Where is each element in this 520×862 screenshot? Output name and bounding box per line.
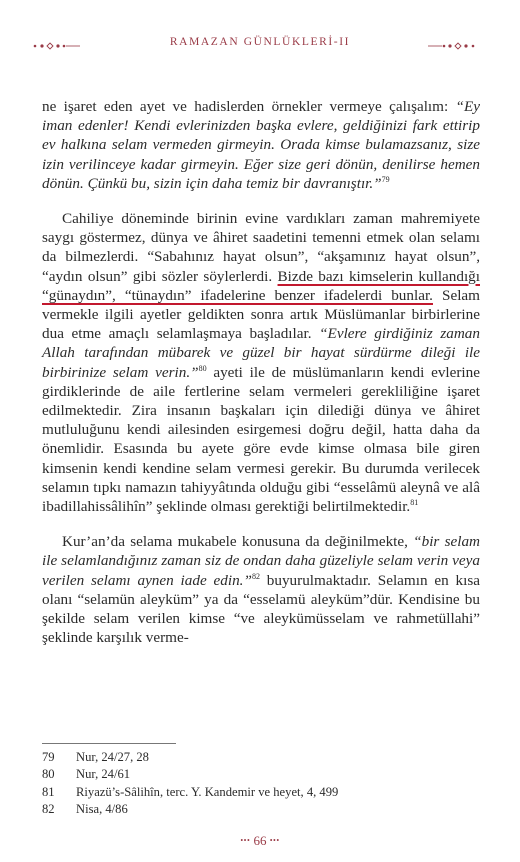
footnote-number: 82 xyxy=(42,802,55,817)
footnote-number: 79 xyxy=(42,750,55,764)
paragraph-3 xyxy=(42,532,480,647)
footnote-number: 81 xyxy=(42,784,55,799)
paragraph-2-part-1: Cahiliye döneminde birinin evine vardıkları zaman mahremiyete saygı göstermez, dünya ve âhiret saadetini temenni etmek olan selamı da bilmezlerdi. “Sabahınız hayat olsun”, “akşamınız hayat olsun”, “aydın olsun” gibi sözler söylerlerdi. xyxy=(42,210,480,285)
footnote-ref-82: 82 xyxy=(251,571,260,581)
page-number-dots-left-icon: ••• xyxy=(240,836,251,845)
footnote-number: 80 xyxy=(42,767,55,782)
paragraph-1-lead: ne işaret eden ayet ve hadislerden örnekler vermeye çalışalım: xyxy=(42,98,456,115)
paragraph-3-part-1: Kur’an’da selama mukabele konusuna da değinilmekte, xyxy=(62,533,414,551)
footnote-item xyxy=(42,801,472,818)
paragraph-2-part-3: ayeti ile de müslümanların kendi evlerine girdiklerinde de aile fertlerine selam vermeleri gerekliliğine işaret edilmektedir. Zira insanın başkaları için dilediği dünya ve âhiret mutluluğunu kendi ailesinden esirgemesi doğru değil, hatta daha da önemlidir. Esasında bu ayete göre evde kimse olmasa bile giren kimsenin kendi kendine selam vermesi gerekir. Bu durumda verilecek selamın tıpkı namazın tahiyyâtında olduğu gibi “esselâmü aleynâ ve alâ ibadillahissâlihîn” şeklinde olması gerektiği belirtilmektedir. xyxy=(42,363,480,516)
footnote-text: Nur, 24/27, 28 xyxy=(76,750,149,764)
footnote-divider xyxy=(42,743,176,744)
footnotes xyxy=(42,749,472,819)
main-text xyxy=(42,97,480,647)
paragraph-2 xyxy=(42,209,480,516)
footnote-ref-81: 81 xyxy=(410,498,419,507)
footnote-text: Riyazü’s-Sâlihîn, terc. Y. Kandemir ve heyet, 4, 499 xyxy=(76,784,339,799)
page-header-title: RAMAZAN GÜNLÜKLERİ-II xyxy=(169,36,351,48)
footnote-text: Nisa, 4/86 xyxy=(76,802,128,817)
paragraph-1 xyxy=(42,97,480,193)
paragraph-2-part-2: Selam vermekle ilgili ayetler geldikten sonra artık Müslümanlar birbirlerine dua etme amaçlı selamlaşmaya başladılar. xyxy=(42,286,480,343)
page-number-dots-right-icon: ••• xyxy=(269,836,280,845)
running-header xyxy=(0,36,520,56)
footnote-ref-79: 79 xyxy=(381,174,390,184)
quote-nur-27: “Ey iman edenler! Kendi evlerinizden başka evlere, geldiğinizi fark ettirip ev halkına selam vermeden girmeyin. Orada kimse bulamazsanız, size izin verilinceye kadar girmeyin. Eğer size geri dönün, denilirse hemen dönün. Çünkü bu, sizin için daha temiz bir davranıştır.” xyxy=(42,98,480,192)
paragraph-3-part-2: buyurulmaktadır. Selamın en kısa olanı “selamün aleyküm” ya da “esselamü aleyküm”dür. Kendisine bu şekilde selam verilen kimse “ve aleykümüsselam ve rahmetüllahi” şeklinde karşılık verme- xyxy=(42,571,480,647)
page-number: 66 xyxy=(253,833,267,848)
page-number-footer xyxy=(0,833,520,849)
footnote-item xyxy=(42,766,472,783)
quote-nur-61: “Evlere girdiğiniz zaman Allah tarafından mübarek ve güzel bir hayat sürdürme dileği ile birbirinize selam verin.” xyxy=(42,325,480,381)
footnote-ref-80: 80 xyxy=(198,363,207,373)
footnote-item xyxy=(42,784,472,801)
footnote-text: Nur, 24/61 xyxy=(76,767,131,782)
ornament-right-icon xyxy=(428,41,476,51)
footnote-item xyxy=(42,749,472,766)
quote-nisa-86: “bir selam ile selamlandığınız zaman siz de ondan daha güzeliyle selam verin veya verilen selamı aynen iade edin.” xyxy=(42,533,481,589)
underlined-sentence: Bizde bazı kimselerin kullandığı “günaydın”, “tünaydın” ifadelerine benzer ifadelerdi bunlar. xyxy=(42,267,480,304)
